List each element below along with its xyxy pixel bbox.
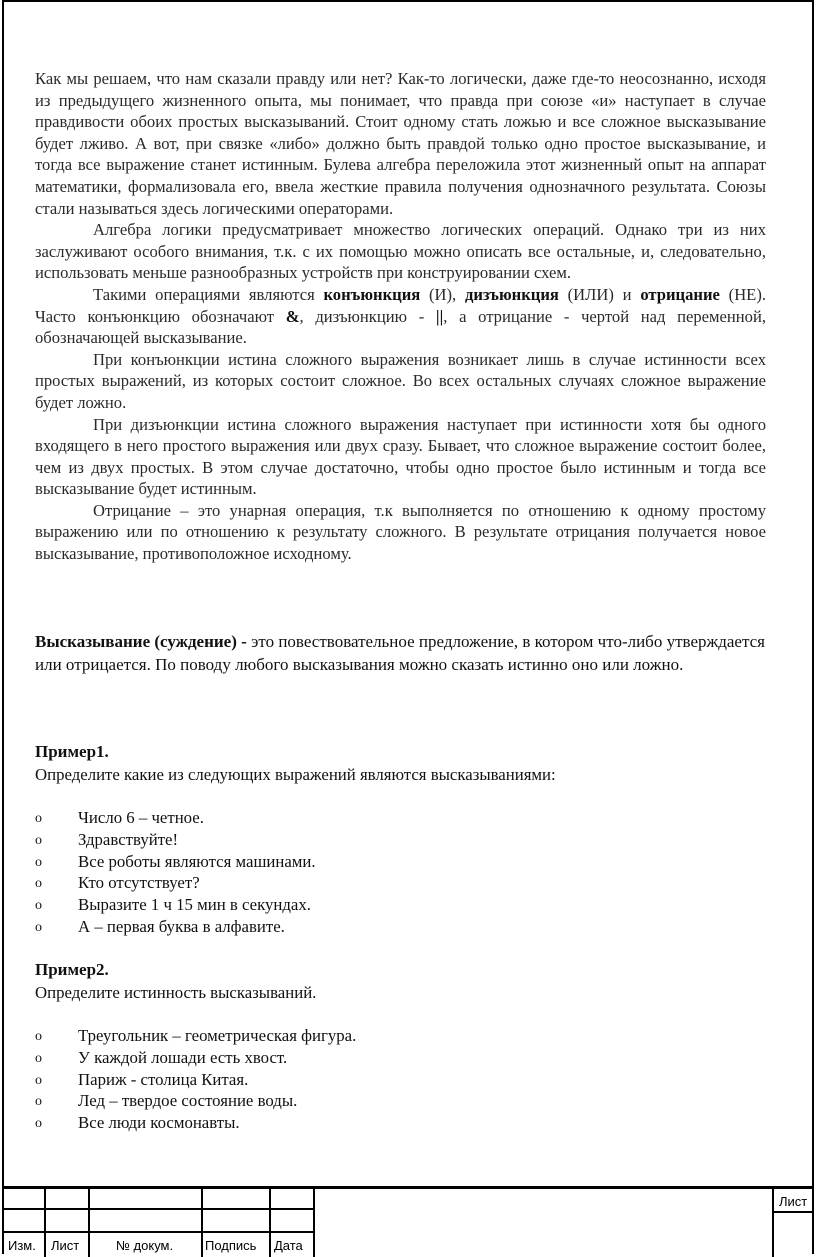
or-symbol: || xyxy=(435,306,444,326)
example-2-title: Пример2. xyxy=(35,960,109,979)
intro-paragraph-6: Отрицание – это унарная операция, т.к выполняется по отношению к одному простому выражению или по отношению к результату сложного. В результате отрицания получается новое высказывание, противоположное исходному. xyxy=(35,500,766,564)
stamp-col-line xyxy=(88,1189,90,1257)
stamp-col-line xyxy=(269,1189,271,1257)
stamp-list-label: Лист xyxy=(51,1238,80,1253)
list-item: o Париж - столица Китая. xyxy=(35,1068,775,1090)
list-item: o А – первая буква в алфавите. xyxy=(35,915,775,937)
example-2-task: Определите истинность высказываний. xyxy=(35,983,317,1002)
list-item: o Здравствуйте! xyxy=(35,828,775,850)
example-1-title: Пример1. xyxy=(35,742,109,761)
bullet-circle-icon: o xyxy=(35,1116,42,1132)
term-conjunction: конъюнкция xyxy=(323,284,421,304)
example-1-task: Определите какие из следующих выражений являются высказываниями: xyxy=(35,765,556,784)
stamp-row-line xyxy=(4,1208,314,1210)
intro-paragraph-2: Алгебра логики предусматривает множество логических операций. Однако три из них заслуживают особого внимания, т.к. с их помощью можно описать все остальные, и, следовательно, использовать меньше разнообразных устройств при конструировании схем. xyxy=(35,220,766,283)
intro-text xyxy=(35,68,766,565)
definition-term: Высказывание (суждение) - xyxy=(35,632,247,651)
stamp-col-line xyxy=(772,1189,774,1257)
bullet-circle-icon: o xyxy=(35,1094,42,1110)
bullet-circle-icon: o xyxy=(35,811,42,826)
list-item: o У каждой лошади есть хвост. xyxy=(35,1046,775,1068)
list-item: o Выразите 1 ч 15 мин в секундах. xyxy=(35,893,775,915)
bullet-circle-icon: o xyxy=(35,832,42,848)
title-block xyxy=(4,1186,814,1257)
term-negation: отрицание xyxy=(640,284,720,304)
list-item: o Число 6 – четное. xyxy=(35,806,775,828)
bullet-circle-icon: o xyxy=(35,1029,42,1044)
stamp-sheet-label: Лист xyxy=(779,1194,808,1209)
stamp-izm-label: Изм. xyxy=(8,1238,36,1253)
example-2-list xyxy=(35,1024,775,1133)
stamp-date-label: Дата xyxy=(274,1238,303,1253)
list-item: o Все роботы являются машинами. xyxy=(35,850,775,872)
example-1 xyxy=(35,740,775,937)
intro-paragraph-4: При конъюнкции истина сложного выражения возникает лишь в случае истинности всех простых выражений, из которых состоит сложное. Во всех остальных случаях сложное выражение будет ложно. xyxy=(35,349,766,412)
list-item: o Все люди космонавты. xyxy=(35,1111,775,1133)
list-item: o Кто отсутствует? xyxy=(35,871,775,893)
and-symbol: & xyxy=(285,306,300,326)
bullet-circle-icon: o xyxy=(35,876,42,892)
bullet-circle-icon: o xyxy=(35,919,42,935)
stamp-sheet-line xyxy=(772,1211,814,1213)
bullet-circle-icon: o xyxy=(35,898,42,914)
term-disjunction: дизъюнкция xyxy=(464,284,559,304)
intro-paragraph-1: Как мы решаем, что нам сказали правду или нет? Как-то логически, даже где-то неосознанно, исходя из предыдущего жизненного опыта, мы понимает, что правда при союзе «и» наступает в случае правдивости обоих простых высказываний. Стоит одному стать ложью и все сложное высказывание будет лживо. А вот, при связке «либо» должно быть правдой только одно простое высказывание, и тогда все выражение станет истинным. Булева алгебра переложила этот жизненный опыт на аппарат математики, формализовала его, ввела жесткие правила получения однозначного результата. Союзы стали называться здесь логическими операторами. xyxy=(35,69,766,218)
stamp-row-line xyxy=(4,1231,314,1233)
bullet-circle-icon: o xyxy=(35,1050,42,1066)
example-1-list xyxy=(35,806,775,937)
bullet-circle-icon: o xyxy=(35,1072,42,1088)
stamp-doc-label: № докум. xyxy=(116,1238,174,1253)
bullet-circle-icon: o xyxy=(35,854,42,870)
example-2 xyxy=(35,958,775,1133)
definition-text: это повествовательное предложение, в котором что-либо утверждается или отрицается. По поводу любого высказывания можно сказать истинно оно или ложно. xyxy=(35,632,765,674)
stamp-signature-label: Подпись xyxy=(205,1238,257,1253)
list-item: o Треугольник – геометрическая фигура. xyxy=(35,1024,775,1046)
intro-paragraph-3: Такими операциями являются конъюнкция (И), дизъюнкция (ИЛИ) и отрицание (НЕ). Часто конъюнкцию обозначают &, дизъюнкцию - ||, а отрицание - чертой над переменной, обозначающей высказывание. xyxy=(35,284,767,348)
list-item: o Лед – твердое состояние воды. xyxy=(35,1089,775,1111)
stamp-col-line xyxy=(313,1189,315,1257)
definition-block xyxy=(35,630,775,676)
stamp-col-line xyxy=(44,1189,46,1257)
stamp-col-line xyxy=(201,1189,203,1257)
intro-paragraph-5: При дизъюнкции истина сложного выражения наступает при истинности хотя бы одного входящего в него простого выражения или двух сразу. Бывает, что сложное выражение состоит более, чем из двух простых. В этом случае достаточно, чтобы одно простое было истинным и тогда все высказывание будет истинным. xyxy=(35,414,766,499)
